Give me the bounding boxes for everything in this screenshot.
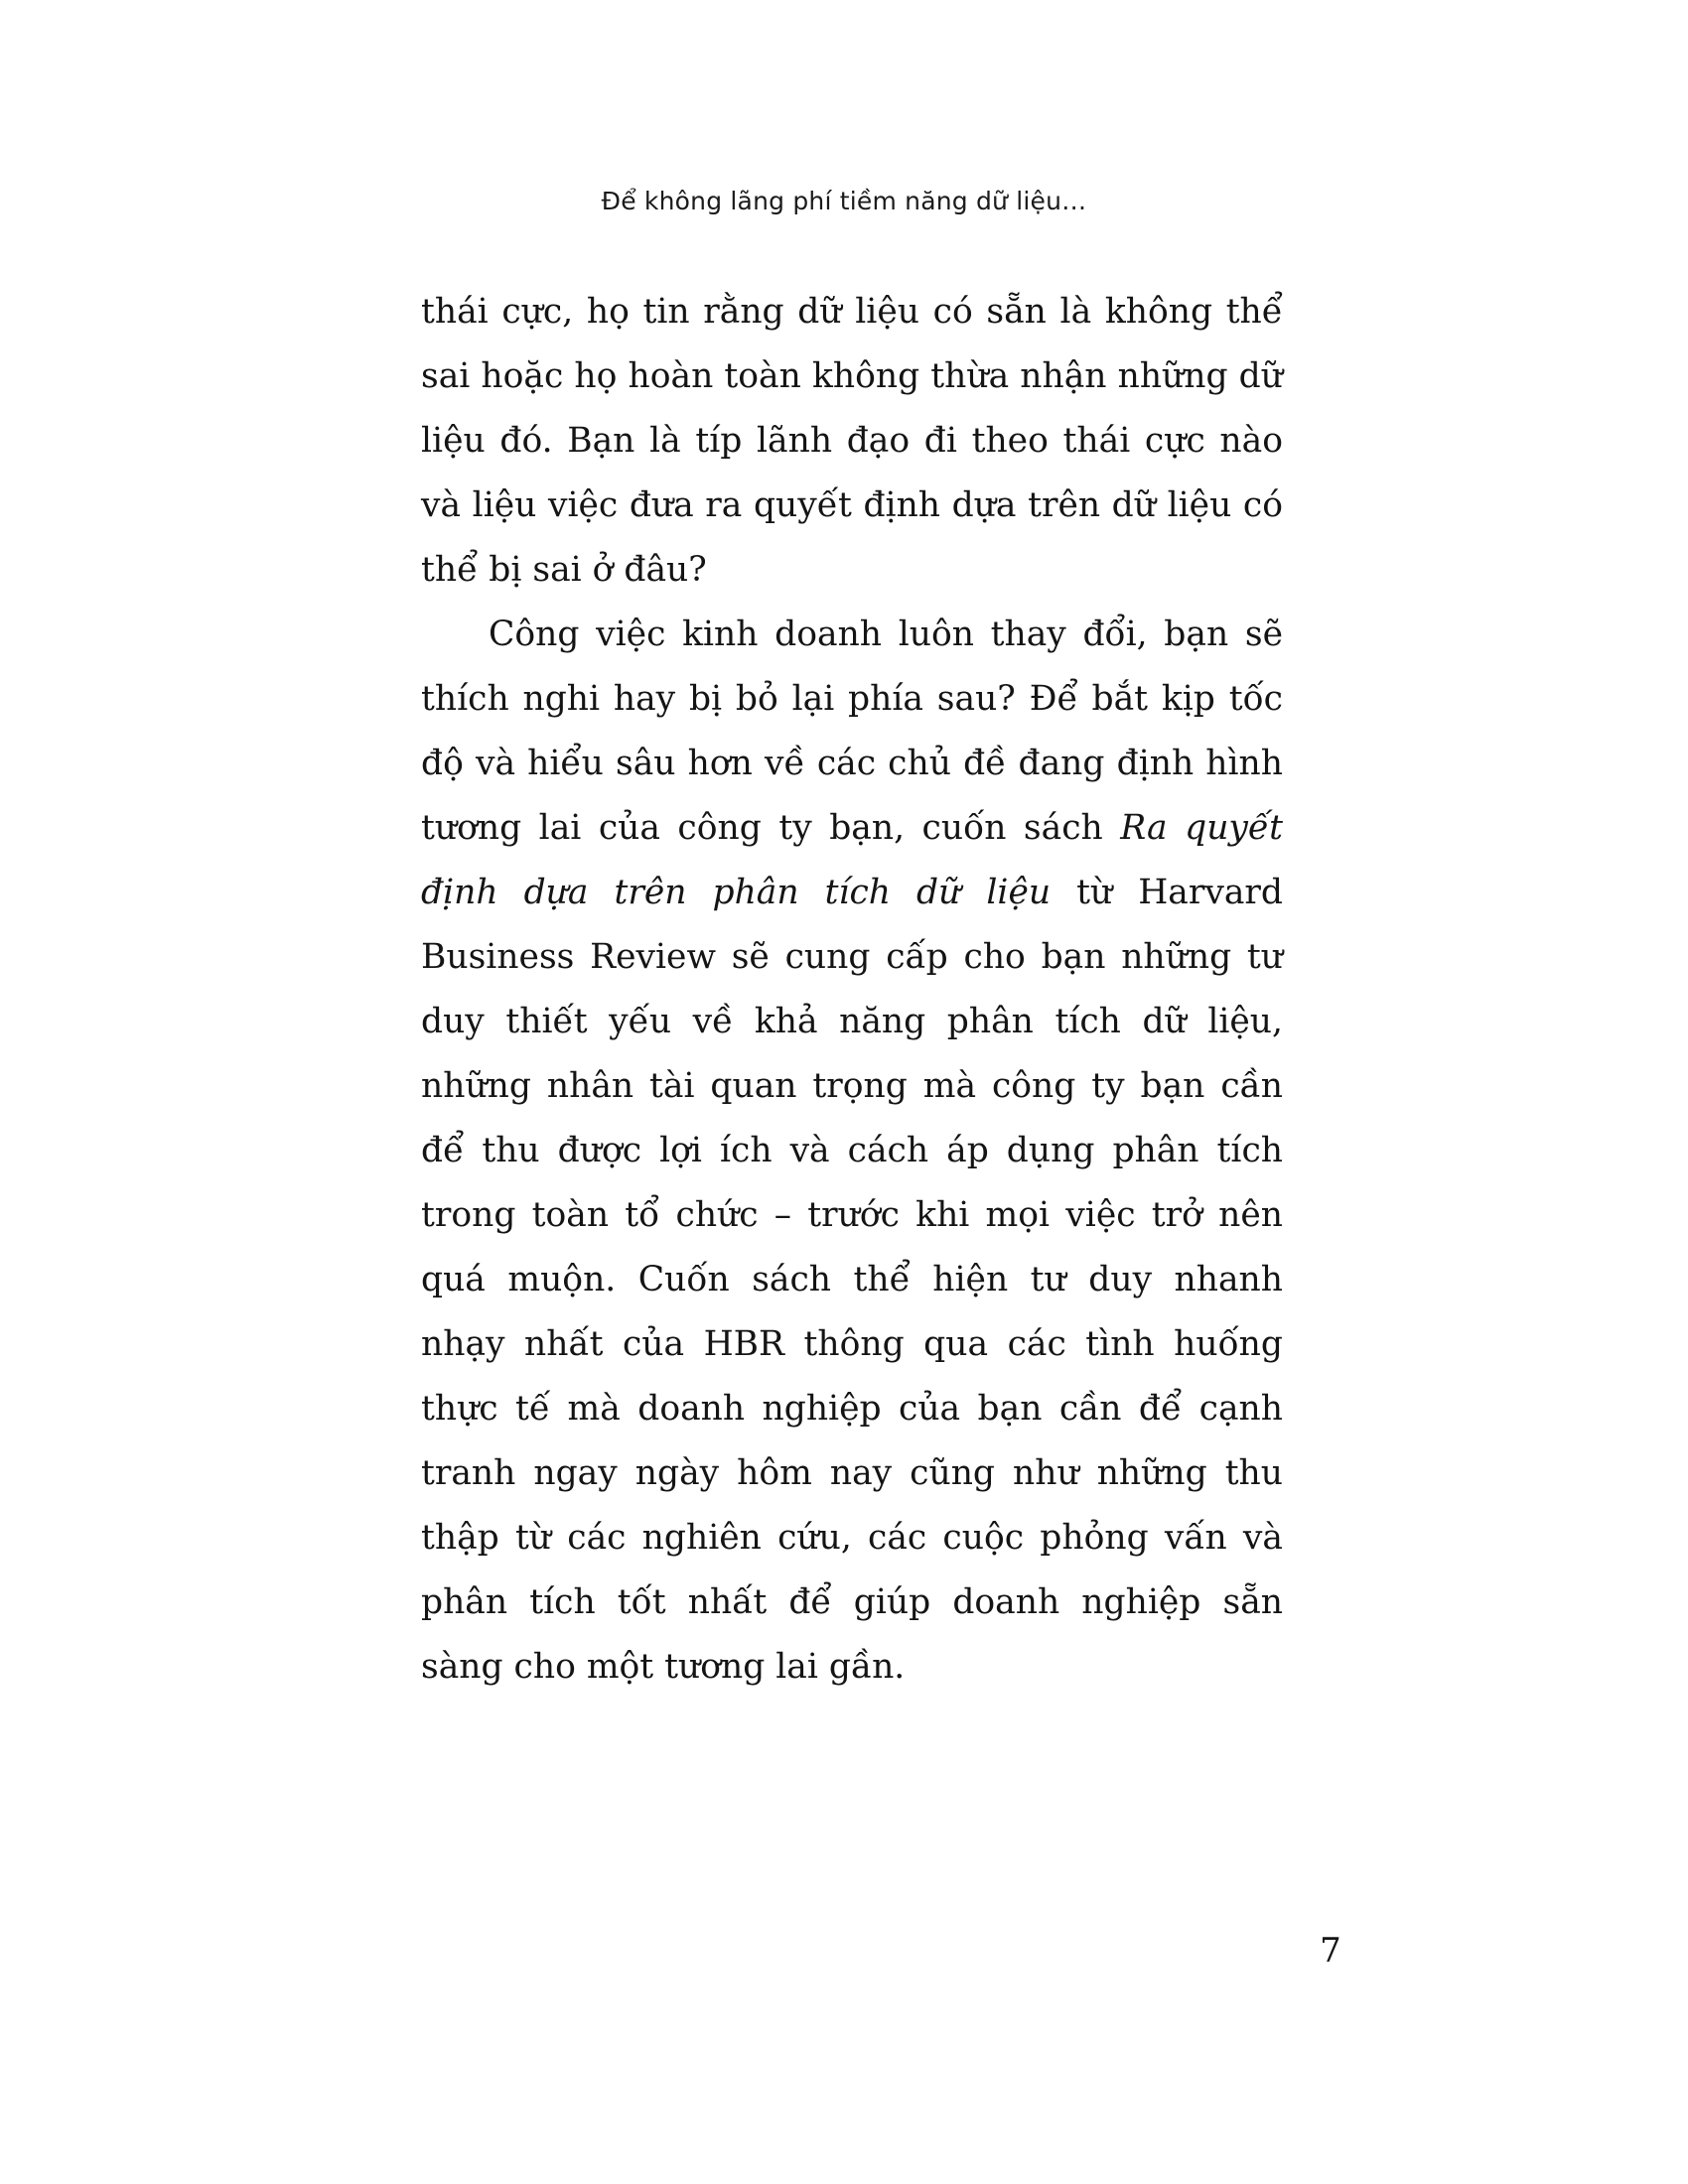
para-1: thái cực, họ tin rằng dữ liệu có sẵn là không thể sai hoặc họ hoàn toàn không thừa nhận những dữ liệu đó. Bạn là típ lãnh đạo đi theo thái cực nào và liệu việc đưa ra quyết định dựa trên dữ liệu có thể bị sai ở đâu? (421, 292, 1283, 590)
book-title-italic: Ra quyết định dựa trên phân tích dữ liệu (421, 808, 1283, 912)
page-number (0, 1931, 1688, 1971)
body-text (421, 280, 1283, 1700)
running-head: Để không lãng phí tiềm năng dữ liệu… (601, 187, 1087, 215)
para-2: Công việc kinh doanh luôn thay đổi, bạn sẽ thích nghi hay bị bỏ lại phía sau? Để bắt kịp tốc độ và hiểu sâu hơn về các chủ đề đang định hình tương lai của công ty bạn, cuốn sách Ra quyết định dựa trên phân tích dữ liệu từ Harvard Business Review sẽ cung cấp cho bạn những tư duy thiết yếu về khả năng phân tích dữ liệu, những nhân tài quan trọng mà công ty bạn cần để thu được lợi ích và cách áp dụng phân tích trong toàn tổ chức – trước khi mọi việc trở nên quá muộn. Cuốn sách thể hiện tư duy nhanh nhạy nhất của HBR thông qua các tình huống thực tế mà doanh nghiệp của bạn cần để cạnh tranh ngay ngày hôm nay cũng như những thu thập từ các nghiên cứu, các cuộc phỏng vấn và phân tích tốt nhất để giúp doanh nghiệp sẵn sàng cho một tương lai gần. (421, 614, 1283, 1687)
page-number-value: 7 (1320, 1931, 1341, 1971)
